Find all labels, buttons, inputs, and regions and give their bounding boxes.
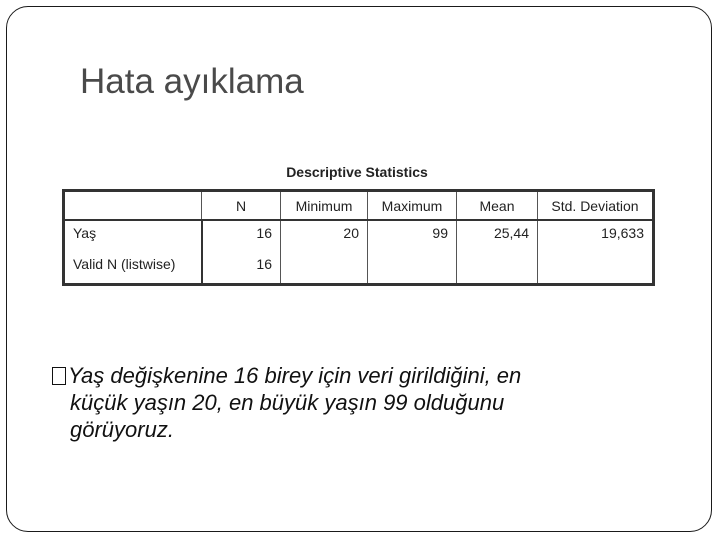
- slide-title: Hata ayıklama: [80, 62, 304, 101]
- cell-maximum: 99: [368, 220, 457, 252]
- descriptive-statistics-table: [62, 189, 655, 286]
- cell-mean: 25,44: [457, 220, 538, 252]
- cell-n: 16: [202, 220, 281, 252]
- cell-minimum: [281, 252, 368, 285]
- cell-std-deviation: [538, 252, 654, 285]
- bullet-line-2: küçük yaşın 20, en büyük yaşın 99 olduğunu: [70, 390, 505, 415]
- square-bullet-icon: [52, 367, 66, 385]
- table-header-row: [64, 191, 654, 221]
- table-row: [64, 252, 654, 285]
- bullet-line-1: Yaş değişkenine 16 birey için veri girildiğini, en: [68, 363, 522, 388]
- row-label: Valid N (listwise): [64, 252, 202, 285]
- header-mean: Mean: [457, 191, 538, 221]
- bullet-line-3: görüyoruz.: [70, 417, 174, 442]
- header-minimum: Minimum: [281, 191, 368, 221]
- cell-minimum: 20: [281, 220, 368, 252]
- header-maximum: Maximum: [368, 191, 457, 221]
- header-std-deviation: Std. Deviation: [538, 191, 654, 221]
- header-n: N: [202, 191, 281, 221]
- cell-std-deviation: 19,633: [538, 220, 654, 252]
- cell-maximum: [368, 252, 457, 285]
- table-row: [64, 220, 654, 252]
- row-label: Yaş: [64, 220, 202, 252]
- table-caption: Descriptive Statistics: [286, 164, 428, 180]
- cell-n: 16: [202, 252, 281, 285]
- header-corner: [64, 191, 202, 221]
- bullet-paragraph: [52, 362, 652, 443]
- cell-mean: [457, 252, 538, 285]
